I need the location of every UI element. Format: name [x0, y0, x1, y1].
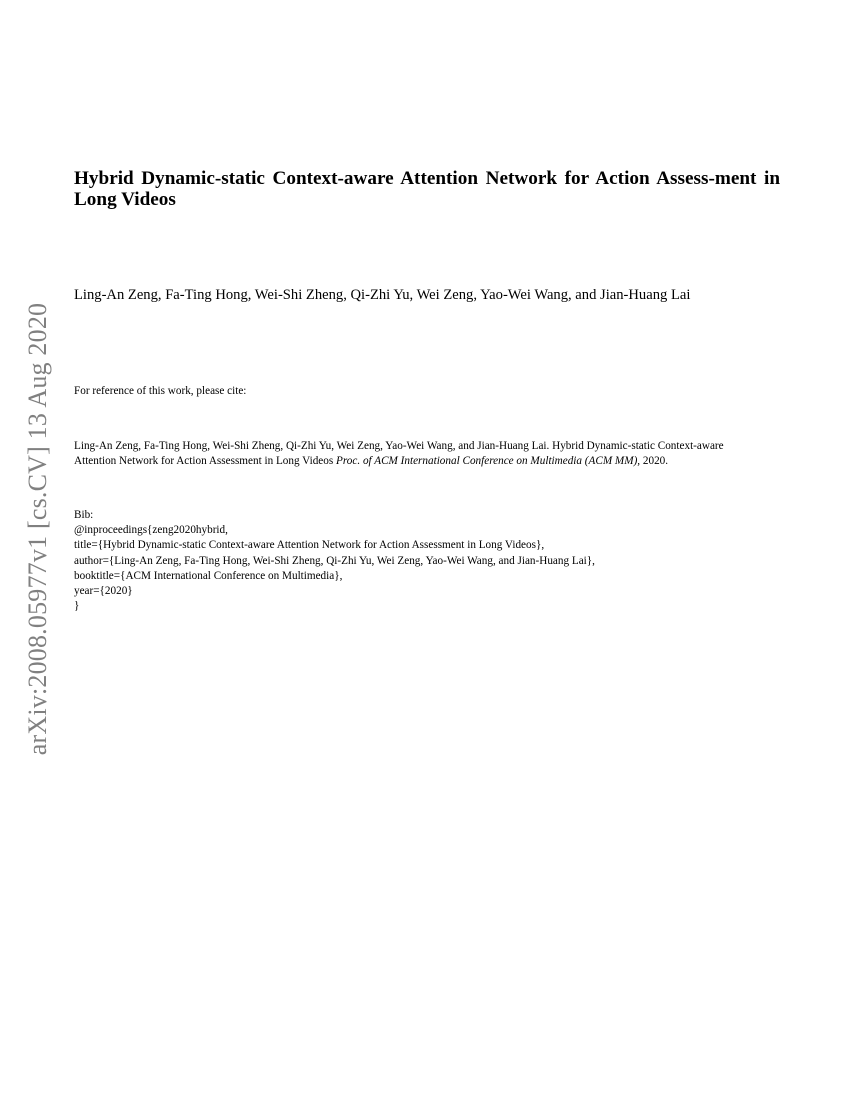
bibtex-closing-brace: }: [74, 600, 80, 613]
bibtex-label: Bib:: [74, 509, 94, 521]
bibtex-booktitle-field: booktitle={ACM International Conference on Multimedia},: [74, 569, 343, 582]
author-list: Ling-An Zeng, Fa-Ting Hong, Wei-Shi Zheng, Qi-Zhi Yu, Wei Zeng, Yao-Wei Wang, and Jian-Huang Lai: [74, 287, 691, 303]
citation-block: [74, 439, 778, 469]
bibtex-title-field: title={Hybrid Dynamic-static Context-aware Attention Network for Action Assessment in Long Videos},: [74, 539, 545, 552]
bibtex-year-field: year={2020}: [74, 585, 133, 598]
arxiv-identifier-stamp: [14, 282, 62, 776]
arxiv-identifier-text: arXiv:2008.05977v1 [cs.CV] 13 Aug 2020: [23, 302, 52, 756]
bibtex-block: [74, 508, 595, 614]
citation-year: 2020.: [640, 455, 669, 467]
bibtex-author-field: author={Ling-An Zeng, Fa-Ting Hong, Wei-Shi Zheng, Qi-Zhi Yu, Wei Zeng, Yao-Wei Wang, and Jian-Huang Lai},: [74, 554, 595, 567]
citation-line-2: [74, 454, 778, 469]
citation-title-end: Attention Network for Action Assessment in Long Videos: [74, 455, 337, 467]
bibtex-entry-type: @inproceedings{zeng2020hybrid,: [74, 524, 228, 537]
paper-title: Hybrid Dynamic-static Context-aware Attention Network for Action Assess-ment in Long Videos: [74, 168, 780, 210]
citation-line-1: Ling-An Zeng, Fa-Ting Hong, Wei-Shi Zheng, Qi-Zhi Yu, Wei Zeng, Yao-Wei Wang, and Jian-Huang Lai. Hybrid Dynamic-static Context-aware: [74, 440, 724, 452]
citation-intro: For reference of this work, please cite:: [74, 385, 247, 397]
citation-venue: Proc. of ACM International Conference on Multimedia (ACM MM),: [336, 455, 641, 467]
